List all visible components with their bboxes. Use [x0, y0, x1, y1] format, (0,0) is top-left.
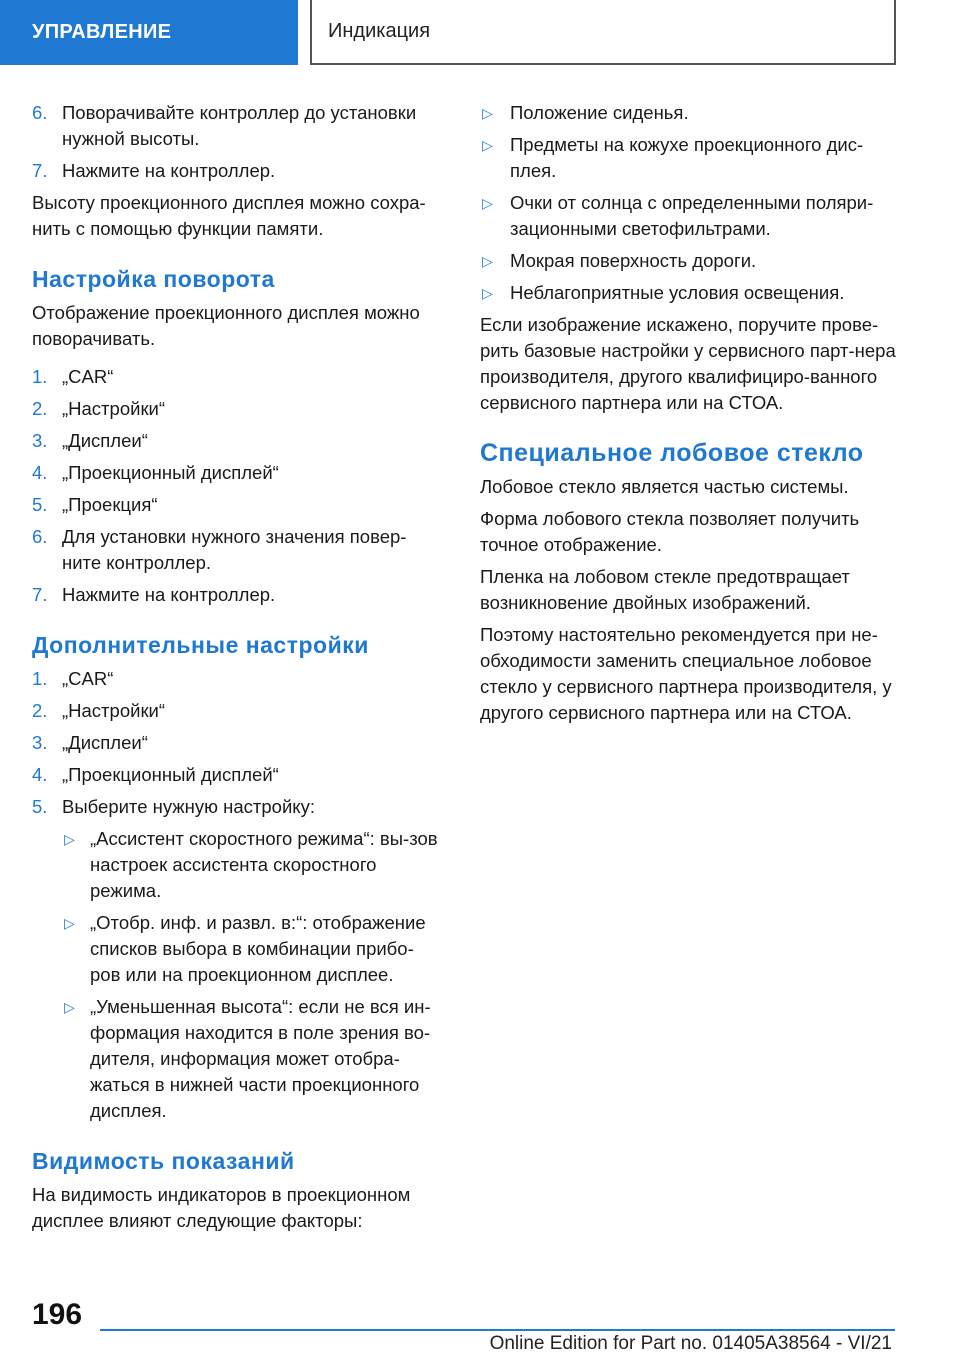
step-number: 5.	[32, 494, 48, 515]
step-text: „Дисплеи“	[62, 430, 148, 451]
step-number: 1.	[32, 668, 48, 689]
heading-extra-settings: Дополнительные настройки	[32, 632, 369, 658]
section-tab: УПРАВЛЕНИЕ	[0, 0, 298, 65]
step-number: 2.	[32, 398, 48, 419]
step-text: „Настройки“	[62, 700, 166, 721]
sub-list-item	[32, 994, 444, 1124]
list-item	[32, 100, 444, 152]
step-text: „Настройки“	[62, 398, 166, 419]
step-number: 7.	[32, 584, 48, 605]
step-number: 4.	[32, 764, 48, 785]
step-text: Нажмите на контроллер.	[62, 160, 276, 181]
triangle-right-icon: ▷	[482, 253, 493, 269]
triangle-right-icon: ▷	[64, 999, 75, 1015]
list-item	[32, 730, 444, 756]
step-text: „Дисплеи“	[62, 732, 148, 753]
bullet-text: Предметы на кожухе проекционного дис-плея.	[510, 134, 864, 181]
bullet-item	[480, 132, 900, 184]
list-item	[32, 364, 444, 390]
bullet-text: Мокрая поверхность дороги.	[510, 250, 757, 271]
paragraph: Высоту проекционного дисплея можно сохра-нить с помощью функции памяти.	[32, 192, 426, 239]
bullet-text: „Ассистент скоростного режима“: вы-зов настроек ассистента скоростного режима.	[90, 828, 438, 901]
step-number: 7.	[32, 160, 48, 181]
paragraph: Пленка на лобовом стекле предотвращает возникновение двойных изображений.	[480, 566, 850, 613]
bullet-item	[480, 248, 900, 274]
paragraph: На видимость индикаторов в проекционном дисплее влияют следующие факторы:	[32, 1184, 411, 1231]
step-text: „Проекционный дисплей“	[62, 764, 279, 785]
step-text: „Проекция“	[62, 494, 158, 515]
list-item	[32, 158, 444, 184]
bullet-text: Неблагоприятные условия освещения.	[510, 282, 845, 303]
heading-visibility: Видимость показаний	[32, 1148, 295, 1174]
step-number: 3.	[32, 430, 48, 451]
footer-divider	[100, 1329, 895, 1331]
triangle-right-icon: ▷	[64, 915, 75, 931]
triangle-right-icon: ▷	[482, 137, 493, 153]
triangle-right-icon: ▷	[64, 831, 75, 847]
list-item	[32, 396, 444, 422]
bullet-text: „Отобр. инф. и развл. в:“: отображение списков выбора в комбинации прибо-ров или на проекционном дисплее.	[90, 912, 426, 985]
step-number: 3.	[32, 732, 48, 753]
step-text: „Проекционный дисплей“	[62, 462, 279, 483]
left-column	[32, 100, 444, 1240]
bullet-text: Очки от солнца с определенными поляри-зационными светофильтрами.	[510, 192, 874, 239]
list-item	[32, 762, 444, 788]
list-item	[32, 698, 444, 724]
right-column	[480, 100, 900, 732]
paragraph: Лобовое стекло является частью системы.	[480, 476, 849, 497]
list-item	[32, 666, 444, 692]
paragraph: Если изображение искажено, поручите прове-рить базовые настройки у сервисного парт-нера производителя, другого квалифициро-ванного сервисного партнера или на СТОА.	[480, 314, 896, 413]
heading-rotation: Настройка поворота	[32, 266, 275, 292]
bullet-item	[480, 100, 900, 126]
paragraph: Форма лобового стекла позволяет получить точное отображение.	[480, 508, 860, 555]
heading-windshield: Специальное лобовое стекло	[480, 439, 864, 467]
paragraph: Отображение проекционного дисплея можно поворачивать.	[32, 302, 420, 349]
step-text: „CAR“	[62, 668, 114, 689]
step-number: 2.	[32, 700, 48, 721]
sub-list-item	[32, 826, 444, 904]
step-number: 6.	[32, 102, 48, 123]
step-number: 4.	[32, 462, 48, 483]
step-text: Нажмите на контроллер.	[62, 584, 276, 605]
triangle-right-icon: ▷	[482, 195, 493, 211]
bullet-item	[480, 190, 900, 242]
page-title: Индикация	[310, 0, 896, 65]
bullet-item	[480, 280, 900, 306]
page-number: 196	[32, 1298, 83, 1331]
list-item	[32, 524, 444, 576]
footer-edition: Online Edition for Part no. 01405A38564 - VI/21	[489, 1333, 892, 1354]
bullet-text: „Уменьшенная высота“: если не вся ин-формация находится в поле зрения во-дителя, информация может отобра-жаться в нижней части проекционного дисплея.	[90, 996, 431, 1121]
step-text: Для установки нужного значения повер-ните контроллер.	[62, 526, 407, 573]
sub-list-item	[32, 910, 444, 988]
list-item	[32, 582, 444, 608]
step-text: Выберите нужную настройку:	[62, 796, 315, 817]
step-text: Поворачивайте контроллер до установки нужной высоты.	[62, 102, 417, 149]
paragraph: Поэтому настоятельно рекомендуется при не-обходимости заменить специальное лобовое стекло у сервисного партнера производителя, у другого сервисного партнера или на СТОА.	[480, 624, 892, 723]
step-text: „CAR“	[62, 366, 114, 387]
triangle-right-icon: ▷	[482, 105, 493, 121]
bullet-text: Положение сиденья.	[510, 102, 689, 123]
step-number: 5.	[32, 796, 48, 817]
step-number: 1.	[32, 366, 48, 387]
step-number: 6.	[32, 526, 48, 547]
triangle-right-icon: ▷	[482, 285, 493, 301]
list-item	[32, 428, 444, 454]
list-item	[32, 794, 444, 820]
list-item	[32, 460, 444, 486]
list-item	[32, 492, 444, 518]
